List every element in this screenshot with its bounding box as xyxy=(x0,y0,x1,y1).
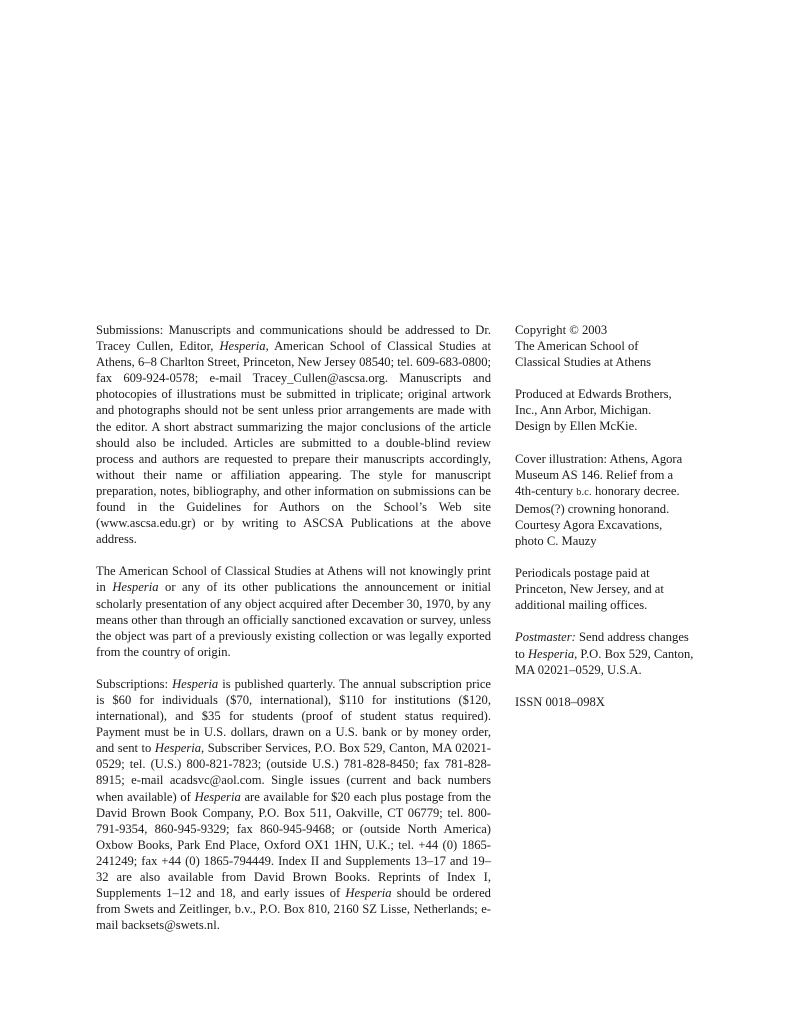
subscriptions-text-1: Subscriptions: xyxy=(96,676,173,691)
postage-block xyxy=(515,565,715,613)
postage-line: Princeton, New Jersey, and at xyxy=(515,582,664,597)
copyright-line: Classical Studies at Athens xyxy=(515,355,652,370)
cover-line: Demos(?) crowning honorand. xyxy=(515,501,670,516)
cover-text: honorary decree. xyxy=(591,483,680,498)
acquisition-policy-paragraph xyxy=(96,563,491,660)
journal-title: Hesperia xyxy=(112,580,159,595)
left-column xyxy=(96,322,491,949)
subscriptions-paragraph xyxy=(96,676,491,934)
cover-line: Museum AS 146. Relief from a xyxy=(515,467,674,482)
cover-line xyxy=(515,483,715,501)
copyright-line: The American School of xyxy=(515,339,639,354)
production-block xyxy=(515,386,715,434)
production-line: Inc., Ann Arbor, Michigan. xyxy=(515,403,652,418)
journal-title: Hesperia xyxy=(172,676,219,691)
issn-block xyxy=(515,694,715,710)
copyright-block xyxy=(515,322,715,370)
copyright-line: Copyright © 2003 xyxy=(515,323,608,337)
policy-text-1: The American School of Classical Studies at Athens will not knowingly print in xyxy=(96,564,491,595)
policy-text-2: or any of its other publications the announcement or initial scholarly presentation of any object acquired after December 30, 1970, by any means other than through an officially sanctioned excavation or survey, unless the object was part of a previously existing collection or was legally exported from the country of origin. xyxy=(96,580,491,659)
submissions-text-2: , American School of Classical Studies at Athens, 6–8 Charlton Street, Princeton, New Jersey 08540; tel. 609-683-0800; fax 609-924-0578; e-mail Tracey_Cullen@ascsa.org. Manuscripts and photocopies of illustrations must be submitted in triplicate; original artwork and photographs should not be sent unless prior arrangements are made with the editor. A short abstract summarizing the major conclusions of the article should also be included. Articles are submitted to a double-blind review process and authors are requested to prepare their manuscripts accordingly, without their name or affiliation appearing. The style for manuscript preparation, notes, bibliography, and other information on submissions can be found in the Guidelines for Authors on the School’s Web site (www.ascsa.edu.gr) or by writing to ASCSA Publications at the above address. xyxy=(96,339,491,547)
journal-title: Hesperia xyxy=(194,789,241,804)
postmaster-line xyxy=(515,646,715,662)
subscriptions-text-2: is published quarterly. The annual subscription price is $60 for individuals ($70, international), $110 for institutions ($120, international), and $35 for students (proof of student status required). Payment must be in U.S. dollars, drawn on a U.S. bank or by money order, and sent to xyxy=(96,676,491,756)
production-line: Produced at Edwards Brothers, xyxy=(515,387,672,402)
postmaster-line: MA 02021–0529, U.S.A. xyxy=(515,662,642,677)
journal-title: Hesperia, xyxy=(154,741,205,756)
era-abbreviation: b.c. xyxy=(576,486,592,498)
postmaster-label: Postmaster: xyxy=(515,630,576,645)
postmaster-text: Send address changes xyxy=(575,630,689,645)
issn: ISSN 0018–098X xyxy=(515,694,605,709)
postmaster-block xyxy=(515,629,715,677)
postmaster-text: , P.O. Box 529, Canton, xyxy=(574,646,694,661)
cover-line: photo C. Mauzy xyxy=(515,534,597,549)
submissions-text-1: Submissions: Manuscripts and communications should be addressed to Dr. Tracey Cullen, Editor, xyxy=(96,323,491,354)
cover-illustration-block xyxy=(515,451,715,550)
subscriptions-text-5: should be ordered from Swets and Zeitlinger, b.v., P.O. Box 810, 2160 SZ Lisse, Netherlands; e-mail backsets@swets.nl. xyxy=(96,886,491,933)
journal-title: Hesperia xyxy=(219,339,266,354)
postage-line: additional mailing offices. xyxy=(515,598,648,613)
production-line: Design by Ellen McKie. xyxy=(515,419,638,434)
journal-title: Hesperia xyxy=(527,646,575,661)
right-column xyxy=(515,322,715,726)
cover-line: Courtesy Agora Excavations, xyxy=(515,517,663,532)
postmaster-text: to xyxy=(515,646,528,661)
subscriptions-text-4: are available for $20 each plus postage from the David Brown Book Company, P.O. Box 511, Oakville, CT 06779; tel. 800-791-9354, 860-945-9329; fax 860-945-9468; or (outside North America) Oxbow Books, Park End Place, Oxford OX1 1HN, U.K.; tel. +44 (0) 1865-241249; fax +44 (0) 1865-794449. Index II and Supplements 13–17 and 19–32 are also available from David Brown Books. Reprints of Index I, Supplements 1–12 and 18, and early issues of xyxy=(96,789,492,901)
cover-line: Cover illustration: Athens, Agora xyxy=(515,451,683,466)
postage-line: Periodicals postage paid at xyxy=(515,566,650,581)
submissions-paragraph xyxy=(96,322,491,547)
journal-title: Hesperia xyxy=(345,886,392,901)
postmaster-line xyxy=(515,629,715,645)
cover-text: 4th-century xyxy=(515,483,577,498)
subscriptions-text-3: Subscriber Services, P.O. Box 529, Canton, MA 02021-0529; tel. (U.S.) 800-821-7823; (outside U.S.) 781-828-8450; fax 781-828-8915; e-mail acadsvc@aol.com. Single issues (current and back numbers when available) of xyxy=(96,741,491,804)
